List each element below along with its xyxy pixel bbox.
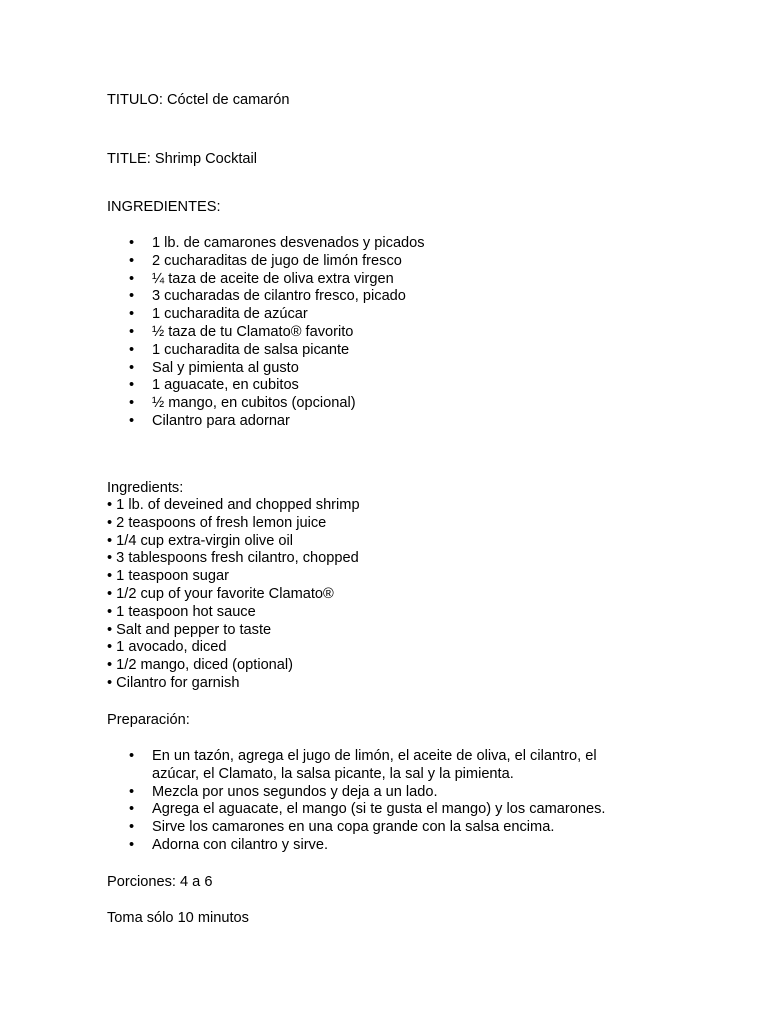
bullet-icon: • bbox=[129, 270, 135, 287]
list-item: • Adorna con cilantro y sirve. bbox=[129, 836, 329, 853]
bullet-icon: • bbox=[129, 288, 135, 305]
servings-text: Porciones: 4 a 6 bbox=[107, 874, 213, 890]
ingredients-spanish-list bbox=[107, 235, 652, 431]
ingredients-spanish-heading: INGREDIENTES: bbox=[107, 199, 221, 215]
ingredients-english-list bbox=[107, 497, 360, 693]
ingredients-english-heading: Ingredients: bbox=[107, 480, 184, 496]
title-spanish: TITULO: Cóctel de camarón bbox=[107, 92, 290, 108]
time-text: Toma sólo 10 minutos bbox=[107, 910, 249, 926]
list-item: • 1/2 cup of your favorite Clamato® bbox=[107, 585, 334, 602]
bullet-icon: • bbox=[129, 395, 135, 412]
list-item: • ½ mango, en cubitos (opcional) bbox=[129, 395, 356, 412]
list-item: • 3 tablespoons fresh cilantro, chopped bbox=[107, 550, 359, 567]
list-item: • 1/2 mango, diced (optional) bbox=[107, 657, 294, 674]
list-item: • 1/4 cup extra-virgin olive oil bbox=[107, 532, 293, 549]
bullet-icon: • bbox=[129, 748, 135, 764]
list-item: • Sal y pimienta al gusto bbox=[129, 359, 299, 376]
list-item: • Cilantro para adornar bbox=[129, 412, 290, 429]
bullet-icon: • bbox=[129, 235, 135, 251]
bullet-icon: • bbox=[129, 783, 135, 800]
bullet-icon: • bbox=[129, 801, 135, 818]
bullet-icon: • bbox=[129, 252, 135, 269]
bullet-icon: • bbox=[129, 341, 135, 358]
list-item: • En un tazón, agrega el jugo de limón, el aceite de oliva, el cilantro, el azúcar, el Clamato, la salsa picante, la sal y la pimienta. bbox=[129, 748, 597, 782]
list-item: • Mezcla por unos segundos y deja a un lado. bbox=[129, 783, 438, 800]
bullet-icon: • bbox=[129, 359, 135, 376]
list-item: • 3 cucharadas de cilantro fresco, picado bbox=[129, 288, 406, 305]
list-item: • 1 lb. of deveined and chopped shrimp bbox=[107, 497, 360, 513]
list-item: • 1 cucharadita de salsa picante bbox=[129, 341, 350, 358]
list-item: • 2 cucharaditas de jugo de limón fresco bbox=[129, 252, 402, 269]
list-item: • 1 lb. de camarones desvenados y picados bbox=[129, 235, 425, 251]
bullet-icon: • bbox=[129, 819, 135, 836]
list-item: • ¼ taza de aceite de oliva extra virgen bbox=[129, 270, 394, 287]
bullet-icon: • bbox=[129, 412, 135, 429]
bullet-icon: • bbox=[129, 377, 135, 394]
list-item: • 1 aguacate, en cubitos bbox=[129, 377, 299, 394]
list-item: • 1 teaspoon sugar bbox=[107, 568, 229, 585]
list-item: • 1 teaspoon hot sauce bbox=[107, 603, 256, 620]
bullet-icon: • bbox=[129, 836, 135, 853]
list-item: • 1 avocado, diced bbox=[107, 639, 227, 656]
list-item: • Cilantro for garnish bbox=[107, 674, 240, 691]
list-item: • ½ taza de tu Clamato® favorito bbox=[129, 323, 354, 340]
preparation-heading: Preparación: bbox=[107, 712, 190, 728]
list-item: • 2 teaspoons of fresh lemon juice bbox=[107, 514, 327, 531]
title-english: TITLE: Shrimp Cocktail bbox=[107, 151, 258, 167]
list-item: • Agrega el aguacate, el mango (si te gusta el mango) y los camarones. bbox=[129, 801, 606, 818]
list-item: • Sirve los camarones en una copa grande con la salsa encima. bbox=[129, 819, 555, 836]
bullet-icon: • bbox=[129, 306, 135, 323]
list-item: • 1 cucharadita de azúcar bbox=[129, 306, 308, 323]
preparation-steps bbox=[107, 748, 652, 855]
list-item: • Salt and pepper to taste bbox=[107, 621, 272, 638]
bullet-icon: • bbox=[129, 323, 135, 340]
